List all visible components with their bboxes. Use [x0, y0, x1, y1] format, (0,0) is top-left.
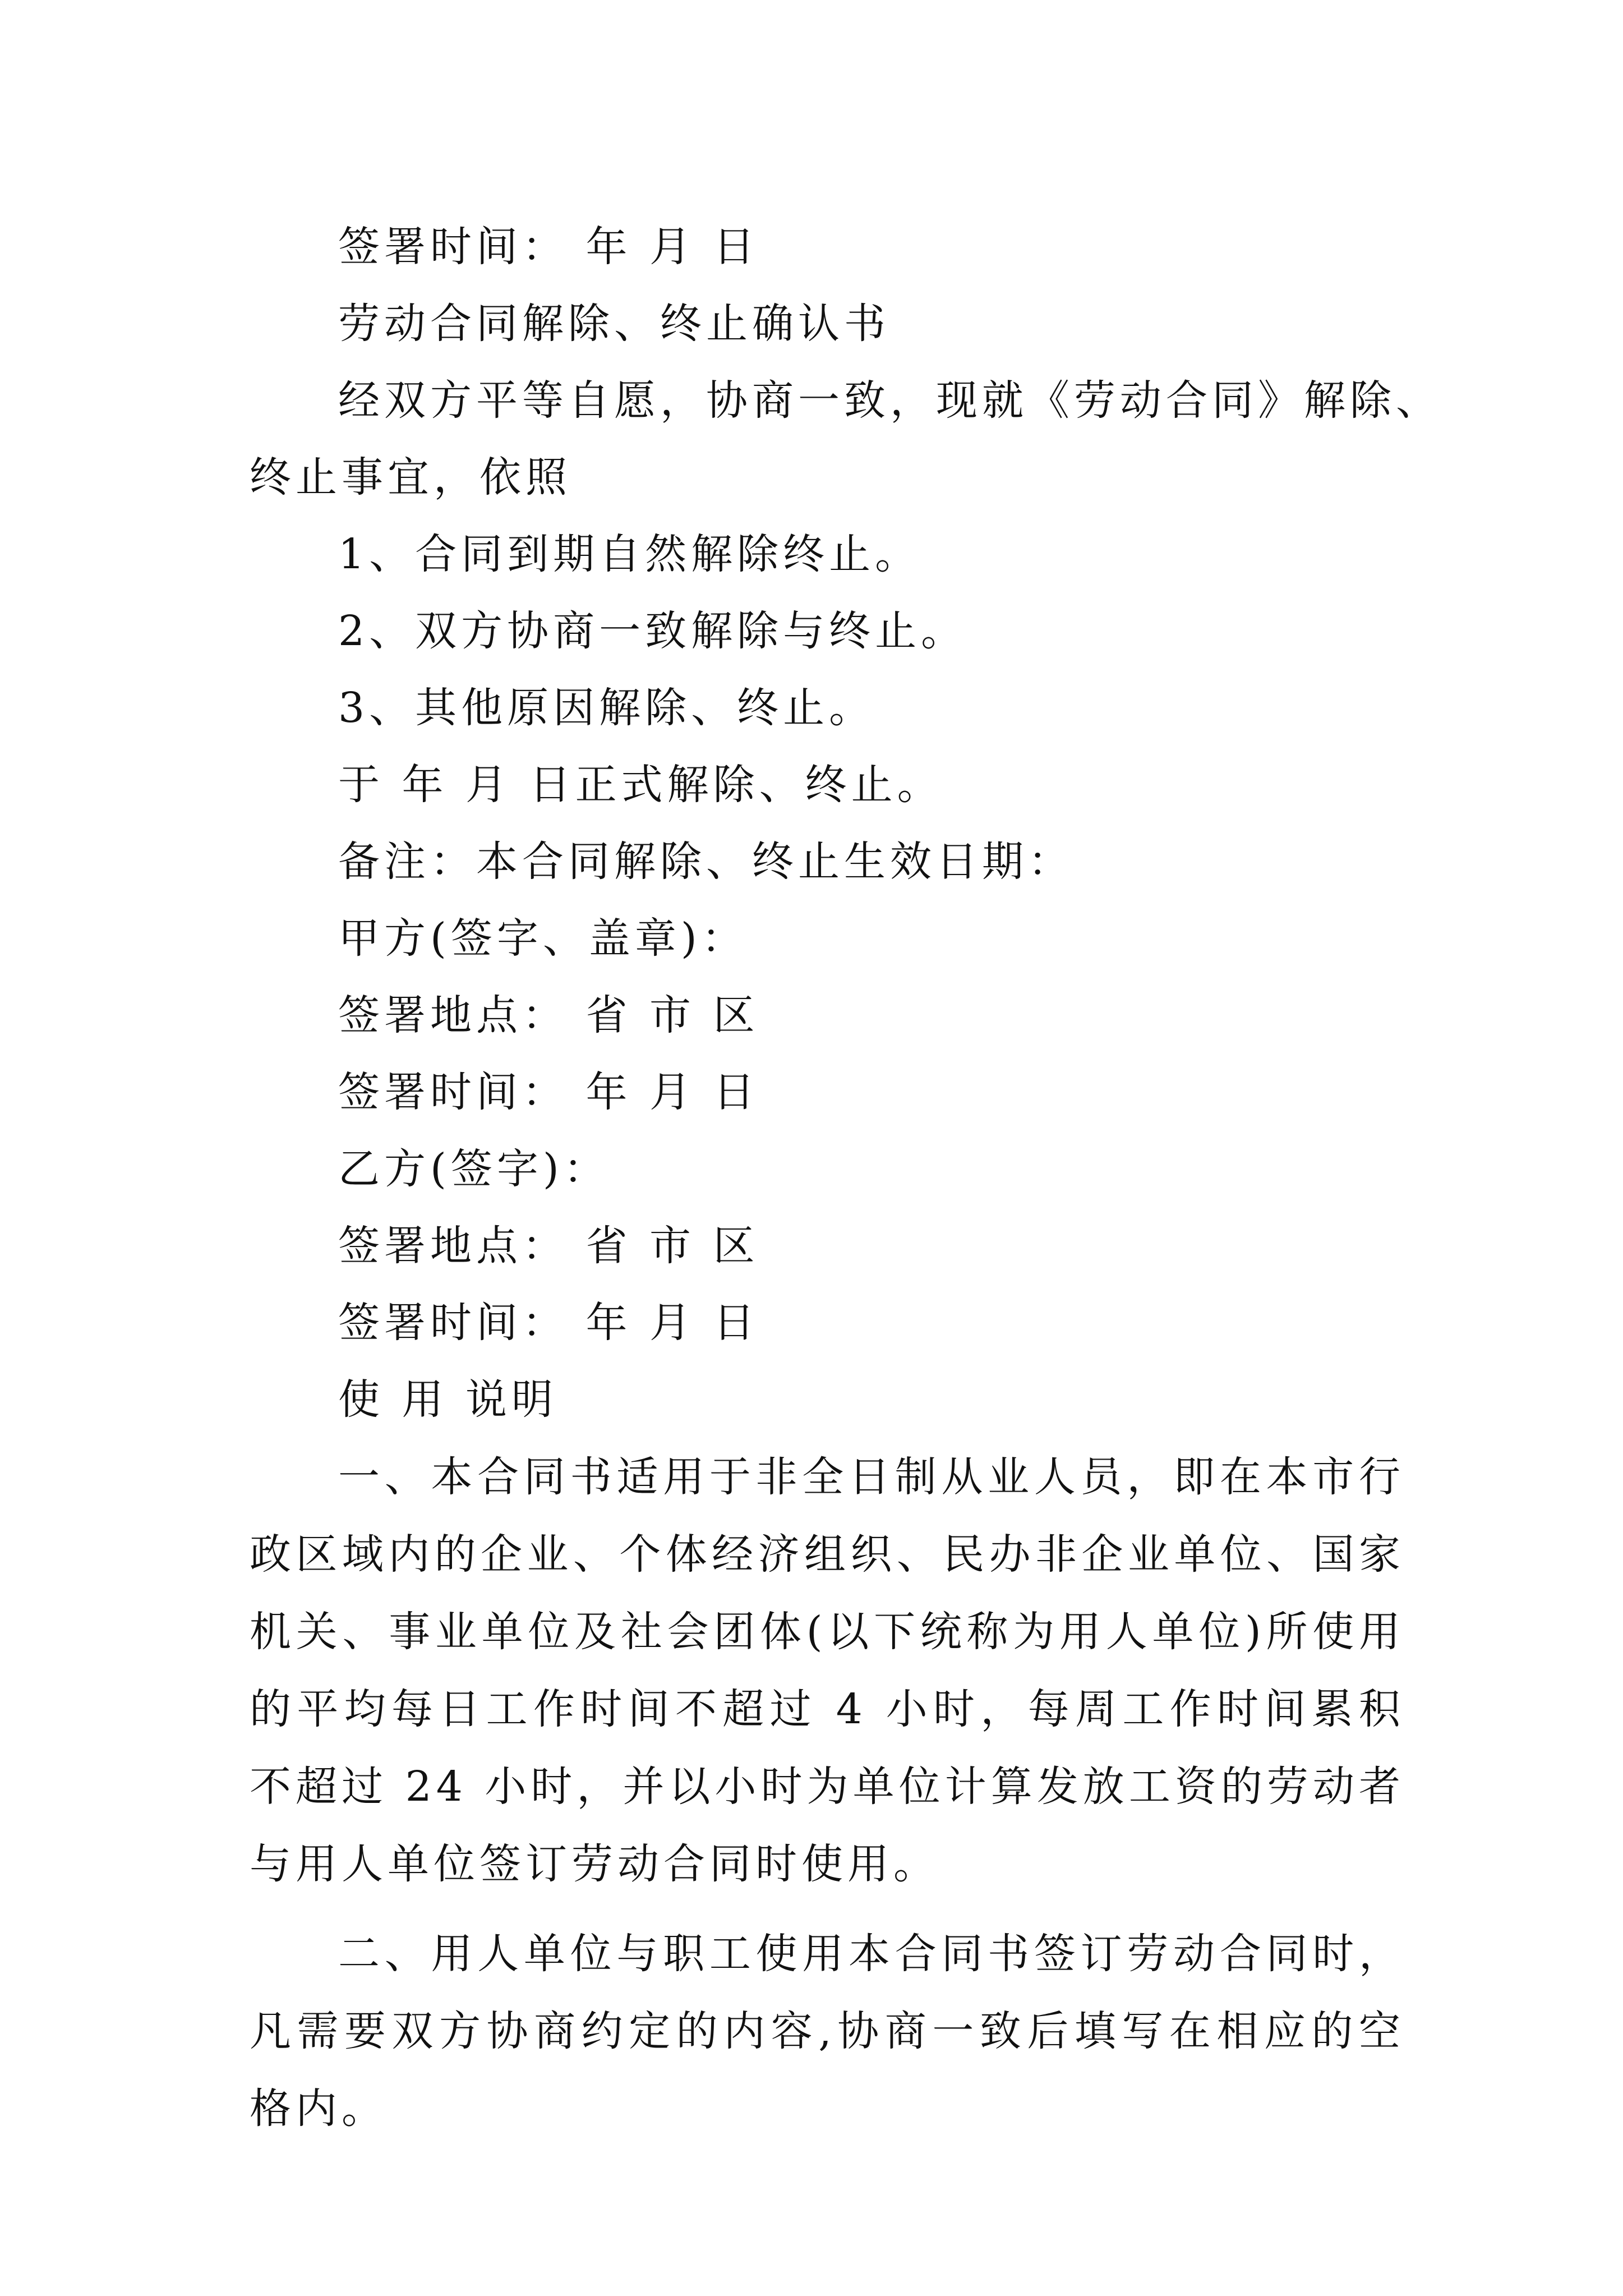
section-title: 劳动合同解除、终止确认书 — [338, 300, 890, 348]
document-body — [250, 209, 1442, 2147]
remark-line: 备注：本合同解除、终止生效日期： — [338, 838, 1074, 886]
instruction-paragraph-2: 二、用人单位与职工使用本合同书签订劳动合同时，凡需要双方协商约定的内容,协商一致后填写在相应的空格内。 — [250, 1930, 1405, 2133]
intro-line-2: 终止事宜，依照 — [250, 453, 571, 501]
party-a-signature: 甲方(签字、盖章)： — [338, 914, 748, 963]
signing-time-line: 签署时间： 年 月 日 — [338, 223, 759, 271]
instructions-heading: 使 用 说明 — [338, 1375, 558, 1424]
party-a-time: 签署时间： 年 月 日 — [338, 1068, 759, 1116]
list-item-1: 1、合同到期自然解除终止。 — [338, 530, 921, 578]
party-b-time: 签署时间： 年 月 日 — [338, 1299, 759, 1347]
intro-line-1: 经双方平等自愿，协商一致，现就《劳动合同》解除、 — [338, 376, 1442, 425]
party-a-location: 签署地点： 省 市 区 — [338, 991, 759, 1039]
list-item-2: 2、双方协商一致解除与终止。 — [338, 607, 967, 655]
party-b-signature: 乙方(签字)： — [338, 1145, 610, 1193]
termination-date-line: 于 年 月 日正式解除、终止。 — [338, 761, 943, 809]
instruction-paragraph-1: 一、本合同书适用于非全日制从业人员，即在本市行政区域内的企业、个体经济组织、民办非企业单位、国家机关、事业单位及社会团体(以下统称为用人单位)所使用的平均每日工作时间不超过 4 小时，每周工作时间累积不超过 24 小时，并以小时为单位计算发放工资的劳动者与用人单位签订劳动合同时使用。 — [250, 1453, 1405, 1888]
party-b-location: 签署地点： 省 市 区 — [338, 1222, 759, 1270]
list-item-3: 3、其他原因解除、终止。 — [338, 684, 875, 732]
